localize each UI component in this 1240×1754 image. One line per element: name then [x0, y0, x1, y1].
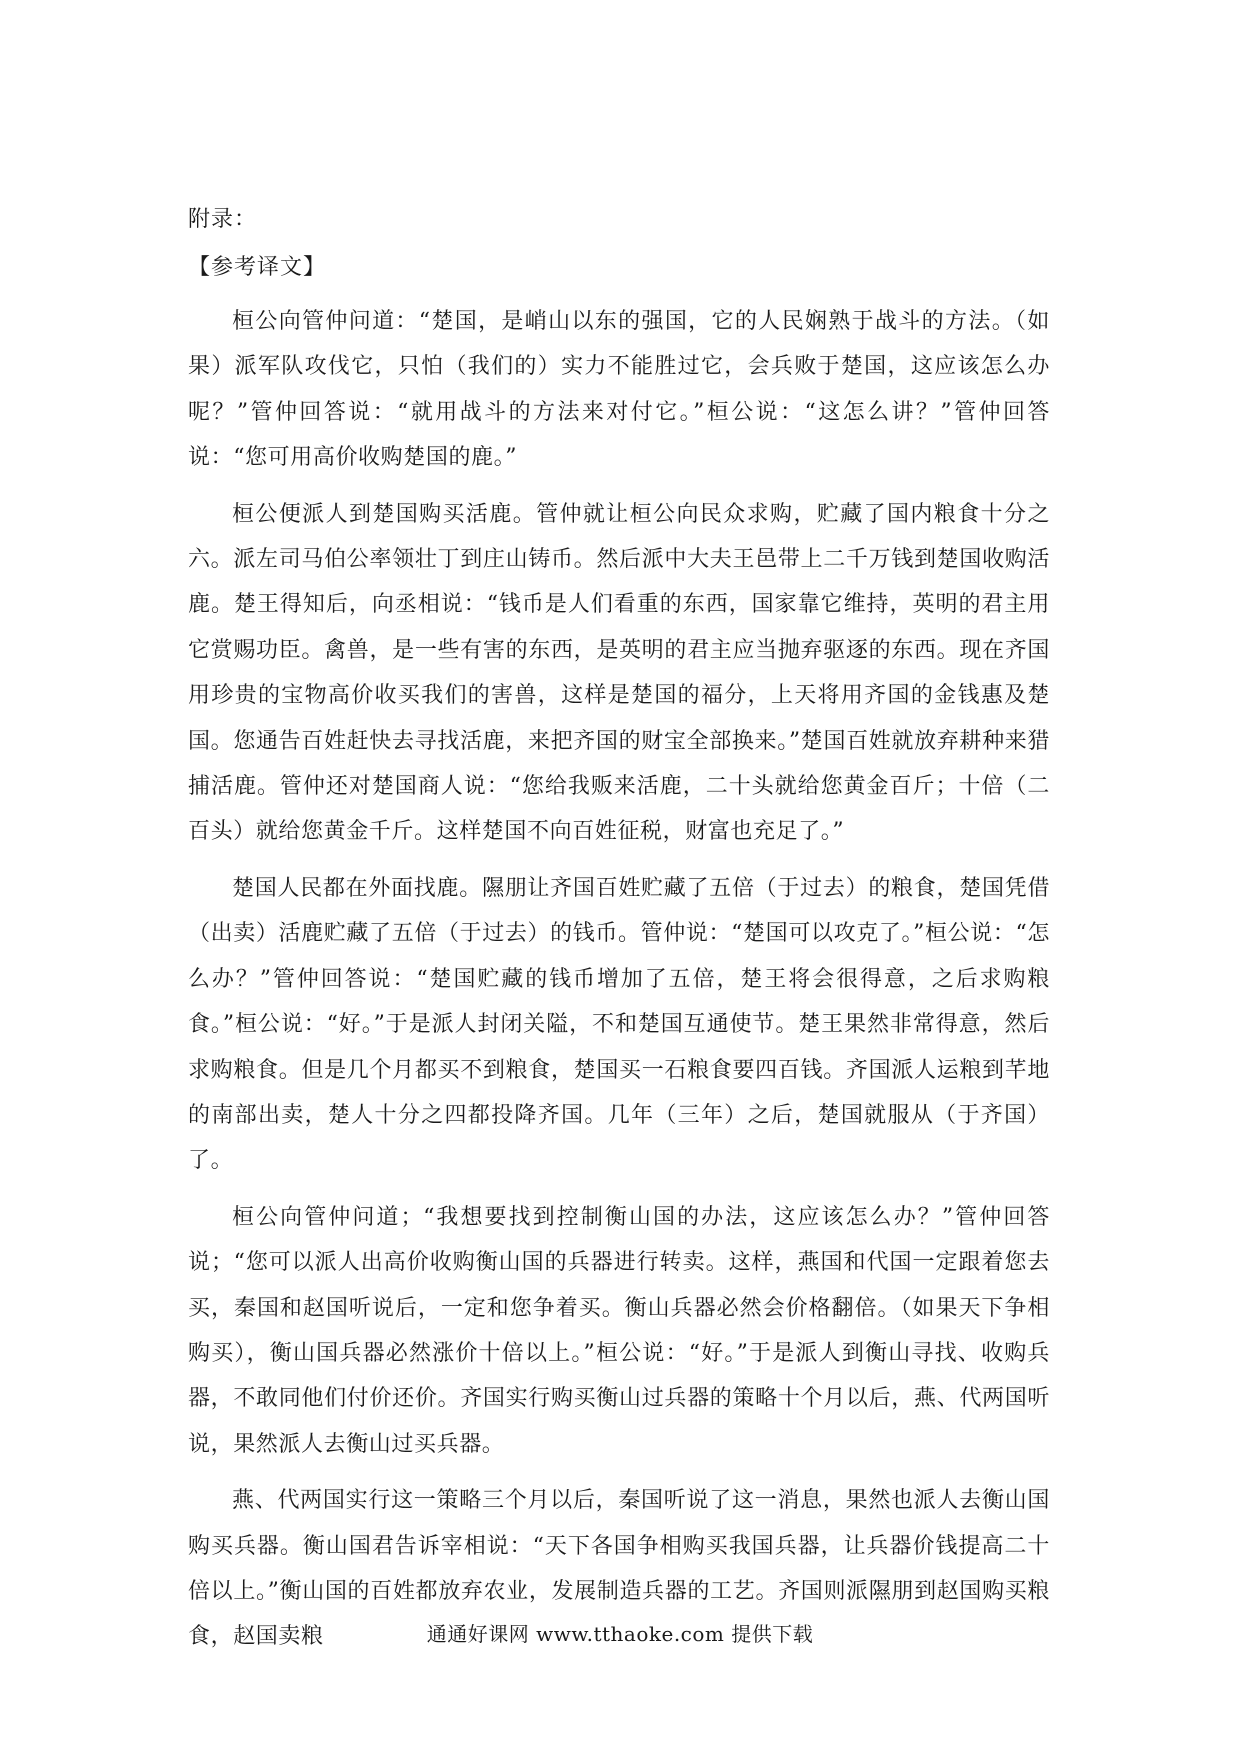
document-body	[188, 205, 1050, 1671]
page-footer: 通通好课网 www.tthaoke.com 提供下载	[426, 1622, 814, 1646]
section-title: 【参考译文】	[188, 255, 327, 280]
paragraph-4: 桓公向管仲问道；“我想要找到控制衡山国的办法，这应该怎么办？”管仲回答说；“您可以派人出高价收购衡山国的兵器进行转卖。这样，燕国和代国一定跟着您去买，秦国和赵国听说后，一定和您争着买。衡山兵器必然会价格翻倍。（如果天下争相购买），衡山国兵器必然涨价十倍以上。”桓公说：“好。”于是派人到衡山寻找、收购兵器，不敢同他们付价还价。齐国实行购买衡山过兵器的策略十个月以后，燕、代两国听说，果然派人去衡山过买兵器。	[188, 1204, 1050, 1457]
paragraph-3: 楚国人民都在外面找鹿。隰朋让齐国百姓贮藏了五倍（于过去）的粮食，楚国凭借（出卖）活鹿贮藏了五倍（于过去）的钱币。管仲说：“楚国可以攻克了。”桓公说：“怎么办？”管仲回答说：“楚国贮藏的钱币增加了五倍，楚王将会很得意，之后求购粮食。”桓公说：“好。”于是派人封闭关隘，不和楚国互通使节。楚王果然非常得意，然后求购粮食。但是几个月都买不到粮食，楚国买一石粮食要四百钱。齐国派人运粮到芊地的南部出卖，楚人十分之四都投降齐国。几年（三年）之后，楚国就服从（于齐国）了。	[188, 875, 1050, 1174]
paragraph-1: 桓公向管仲问道：“楚国，是峭山以东的强国，它的人民娴熟于战斗的方法。（如果）派军队攻伐它，只怕（我们的）实力不能胜过它，会兵败于楚国，这应该怎么办呢？”管仲回答说：“就用战斗的方法来对付它。”桓公说：“这怎么讲？”管仲回答说：“您可用高价收购楚国的鹿。”	[188, 309, 1050, 471]
paragraph-5: 燕、代两国实行这一策略三个月以后，秦国听说了这一消息，果然也派人去衡山国购买兵器。衡山国君告诉宰相说：“天下各国争相购买我国兵器，让兵器价钱提高二十倍以上。”衡山国的百姓都放弃农业，发展制造兵器的工艺。齐国则派隰朋到赵国购买粮食，赵国卖粮	[188, 1488, 1050, 1650]
appendix-label: 附录：	[188, 207, 258, 232]
paragraph-2: 桓公便派人到楚国购买活鹿。管仲就让桓公向民众求购，贮藏了国内粮食十分之六。派左司马伯公率领壮丁到庄山铸币。然后派中大夫王邑带上二千万钱到楚国收购活鹿。楚王得知后，向丞相说：“钱币是人们看重的东西，国家靠它维持，英明的君主用它赏赐功臣。禽兽，是一些有害的东西，是英明的君主应当抛弃驱逐的东西。现在齐国用珍贵的宝物高价收买我们的害兽，这样是楚国的福分，上天将用齐国的金钱惠及楚国。您通告百姓赶快去寻找活鹿，来把齐国的财宝全部换来。”楚国百姓就放弃耕种来猎捕活鹿。管仲还对楚国商人说：“您给我贩来活鹿，二十头就给您黄金百斤；十倍（二百头）就给您黄金千斤。这样楚国不向百姓征税，财富也充足了。”	[188, 501, 1050, 845]
